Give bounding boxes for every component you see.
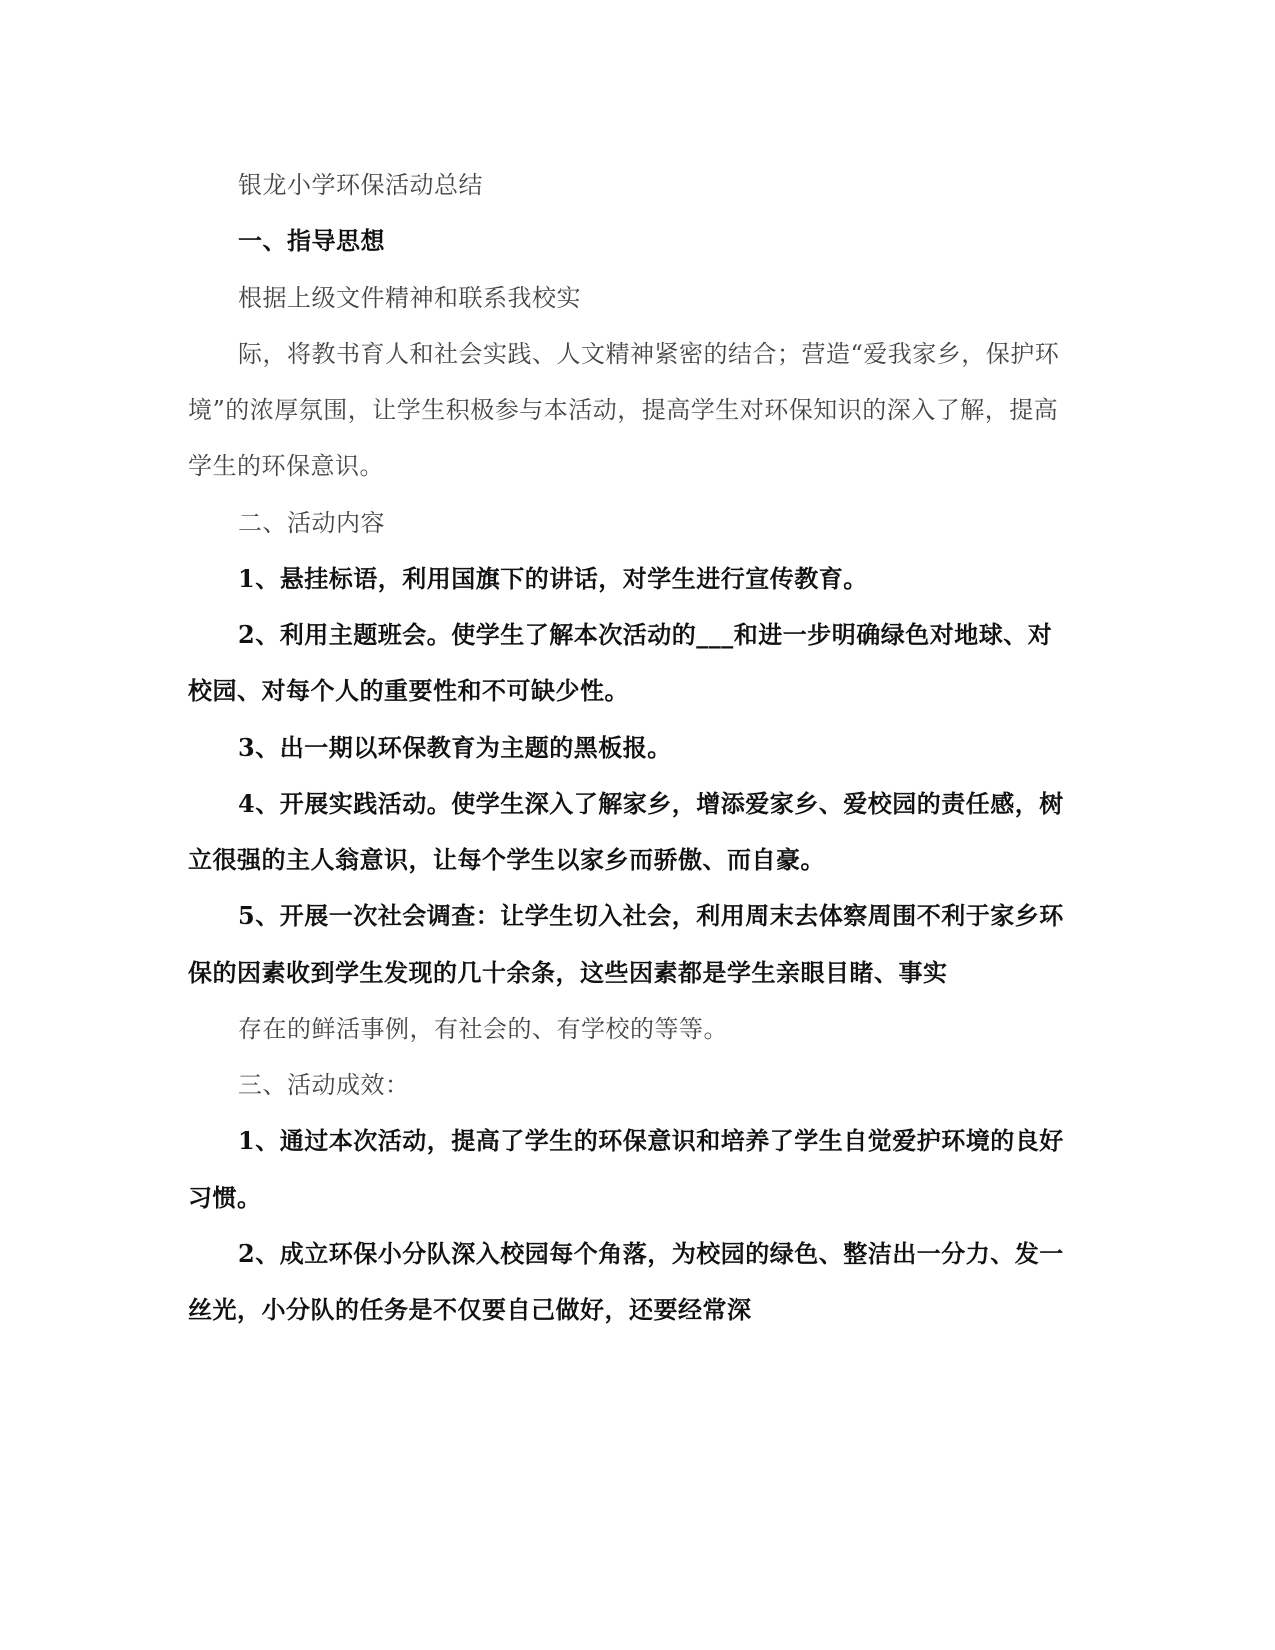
section-heading-activity-results: 三、活动成效： [238, 1071, 410, 1099]
section-heading-activity-content: 二、活动内容 [238, 509, 385, 537]
list-item-continuation: 校园、对每个人的重要性和不可缺少性。 [188, 676, 629, 705]
paragraph-line: 境”的浓厚氛围，让学生积极参与本活动，提高学生对环保知识的深入了解，提高 [188, 396, 1059, 424]
list-item: 2、成立环保小分队深入校园每个角落，为校园的绿色、整洁出一分力、发一 [238, 1239, 1064, 1268]
list-item-continuation: 习惯。 [188, 1183, 262, 1212]
list-item: 1、通过本次活动，提高了学生的环保意识和培养了学生自觉爱护环境的良好 [238, 1126, 1064, 1155]
list-item: 1、悬挂标语，利用国旗下的讲话，对学生进行宣传教育。 [238, 564, 868, 593]
paragraph-line: 根据上级文件精神和联系我校实 [238, 284, 581, 312]
list-item-continuation: 丝光，小分队的任务是不仅要自己做好，还要经常深 [188, 1295, 752, 1324]
list-item: 3、出一期以环保教育为主题的黑板报。 [238, 733, 672, 762]
list-item: 2、利用主题班会。使学生了解本次活动的___和进一步明确绿色对地球、对 [238, 620, 1053, 649]
section-heading-guiding-ideology: 一、指导思想 [238, 226, 385, 255]
list-item-continuation: 保的因素收到学生发现的几十余条，这些因素都是学生亲眼目睹、事实 [188, 958, 948, 987]
document-title: 银龙小学环保活动总结 [238, 171, 483, 199]
paragraph-line: 际，将教书育人和社会实践、人文精神紧密的结合；营造“爱我家乡，保护环 [238, 340, 1060, 368]
list-item: 4、开展实践活动。使学生深入了解家乡，增添爱家乡、爱校园的责任感，树 [238, 789, 1064, 818]
list-item: 5、开展一次社会调查：让学生切入社会，利用周末去体察周围不利于家乡环 [238, 901, 1064, 930]
list-item-continuation: 立很强的主人翁意识，让每个学生以家乡而骄傲、而自豪。 [188, 845, 825, 874]
list-item-continuation: 存在的鲜活事例，有社会的、有学校的等等。 [238, 1015, 728, 1043]
paragraph-line: 学生的环保意识。 [188, 452, 384, 480]
